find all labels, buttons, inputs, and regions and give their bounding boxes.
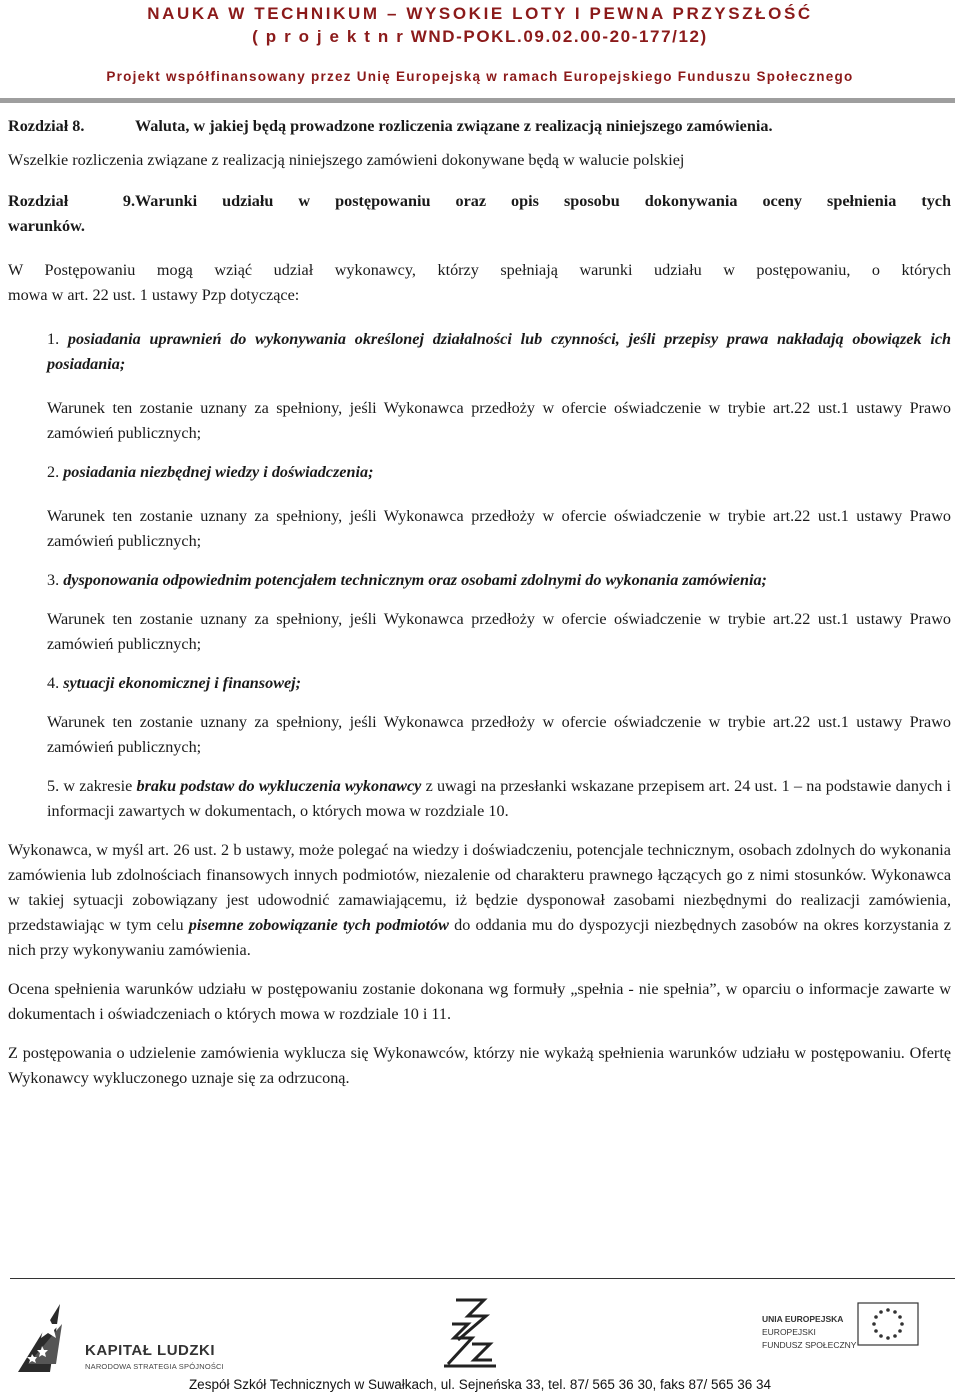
condition-item	[47, 671, 951, 696]
cofinancing-note: Projekt współfinansowany przez Unię Europejską w ramach Europejskiego Funduszu Społecznego	[106, 69, 854, 84]
chapter-8-heading	[8, 114, 951, 139]
eu-flag-icon	[857, 1302, 919, 1346]
chapter-number: Rozdział 8.	[8, 117, 85, 135]
para-pre: Wykonawca, w myśl art. 26 ust. 2 b ustawy, może polegać na wiedzy i doświadczeniu, potencjale technicznym, osobach zdolnych do wykonania zamówienia lub zdolnościach finansowych innych podmiotów, niezalenie od charakteru prawnego łączących go z nimi stosunków. Wykonawca w takiej sytuacji zobowiązany jest udowodnić zamawiającemu, iż będzie dysponował zasobami niezbędnymi do realizacji zamówienia, przedstawiając w tym celu	[8, 841, 951, 934]
chapter-title-continuation: warunków.	[8, 217, 85, 235]
chapter-title: Warunki udziału w postępowaniu oraz opis sposobu dokonywania oceny spełnienia tych	[135, 192, 951, 210]
condition-item-5	[47, 774, 951, 824]
para-emphasis: pisemne zobowiązanie tych podmiotów	[188, 916, 449, 934]
condition-item	[47, 568, 951, 593]
item-number: 3.	[47, 571, 60, 589]
chapter-9-heading-line	[8, 189, 951, 214]
footer-divider	[10, 1278, 955, 1279]
condition-item	[47, 327, 951, 377]
item-number: 5.	[47, 777, 60, 795]
item-number: 1.	[47, 330, 60, 348]
item-5-post: z uwagi na przesłanki wskazane przepisem art. 24 ust. 1 – na podstawie danych i informacji zawartych w dokumentach, o których mowa w rozdziale 10.	[47, 777, 952, 820]
chapter-9-heading	[8, 189, 951, 239]
chapter-number: Rozdział 9.	[8, 192, 135, 210]
paragraph-ocena: Ocena spełnienia warunków udziału w postępowaniu zostanie dokonana wg formuły „spełnia - nie spełnia”, w oparciu o informacje zawarte w dokumentach i oświadczeniach o których mowa w rozdziale 10 i 11.	[8, 980, 951, 1023]
condition-note: Warunek ten zostanie uznany za spełniony, jeśli Wykonawca przedłoży w ofercie oświadczenie w trybie art.22 ust.1 ustawy Prawo zamówień publicznych;	[47, 610, 951, 653]
eu-line2: EUROPEJSKI	[762, 1327, 816, 1337]
item-5-pre: w zakresie	[63, 777, 133, 795]
eu-line1: UNIA EUROPEJSKA	[762, 1314, 844, 1324]
kapital-ludzki-logo	[12, 1294, 222, 1374]
kl-subtitle: NARODOWA STRATEGIA SPÓJNOŚCI	[85, 1362, 224, 1371]
item-number: 4.	[47, 674, 60, 692]
paragraph-wyklucza: Z postępowania o udzielenie zamówienia wyklucza się Wykonawców, którzy nie wykażą spełnienia warunków udziału w postępowaniu. Ofertę Wykonawcy wykluczonego uznaje się za odrzuconą.	[8, 1044, 951, 1087]
document-body	[8, 108, 951, 1091]
item-5-emphasis: braku podstaw do wykluczenia wykonawcy	[136, 777, 422, 795]
condition-note: Warunek ten zostanie uznany za spełniony, jeśli Wykonawca przedłoży w ofercie oświadczenie w trybie art.22 ust.1 ustawy Prawo zamówień publicznych;	[47, 713, 951, 756]
condition-item	[47, 460, 951, 485]
conditions-list	[8, 327, 951, 824]
page-header	[0, 0, 960, 104]
eu-logo	[752, 1300, 922, 1370]
item-title: posiadania uprawnień do wykonywania określonej działalności lub czynności, jeśli przepisy prawa nakładają obowiązek ich posiadania;	[47, 330, 952, 373]
chapter-9-intro-line1: W Postępowaniu mogą wziąć udział wykonawcy, którzy spełniają warunki udziału w postępowaniu, o których	[8, 261, 951, 279]
paragraph-wykonawca	[8, 838, 951, 963]
kapital-ludzki-emblem-icon	[12, 1294, 82, 1374]
eu-line3: FUNDUSZ SPOŁECZNY	[762, 1340, 857, 1350]
chapter-9-intro-line2: mowa w art. 22 ust. 1 ustawy Pzp dotyczące:	[8, 286, 300, 304]
condition-note: Warunek ten zostanie uznany za spełniony, jeśli Wykonawca przedłoży w ofercie oświadczenie w trybie art.22 ust.1 ustawy Prawo zamówień publicznych;	[47, 399, 951, 442]
item-title: sytuacji ekonomicznej i finansowej;	[63, 674, 302, 692]
chapter-title: Waluta, w jakiej będą prowadzone rozliczenia związane z realizacją niniejszego zamówienia.	[135, 117, 773, 135]
page-footer	[0, 1276, 960, 1397]
item-number: 2.	[47, 463, 60, 481]
header-divider	[0, 98, 955, 103]
school-logo-icon	[438, 1294, 500, 1370]
kl-title: KAPITAŁ LUDZKI	[85, 1342, 216, 1359]
item-title: posiadania niezbędnej wiedzy i doświadczenia;	[63, 463, 374, 481]
project-title: NAUKA W TECHNIKUM – WYSOKIE LOTY I PEWNA PRZYSZŁOŚĆ	[147, 4, 813, 23]
chapter-8-text: Wszelkie rozliczenia związane z realizacją niniejszego zamówieni dokonywane będą w walucie polskiej	[8, 151, 685, 169]
para-post: do oddania mu do dyspozycji niezbędnych zasobów na okres korzystania z nich przy wykonywaniu zamówienia.	[8, 916, 951, 959]
school-address: Zespół Szkół Technicznych w Suwałkach, ul. Sejneńska 33, tel. 87/ 565 36 30, faks 87/ 565 36 34	[188, 1377, 772, 1392]
project-number: ( p r o j e k t n r WND-POKL.09.02.00-20-177/12)	[252, 27, 708, 46]
item-title: dysponowania odpowiednim potencjałem technicznym oraz osobami zdolnymi do wykonania zamówienia;	[63, 571, 767, 589]
condition-note: Warunek ten zostanie uznany za spełniony, jeśli Wykonawca przedłoży w ofercie oświadczenie w trybie art.22 ust.1 ustawy Prawo zamówień publicznych;	[47, 507, 951, 550]
